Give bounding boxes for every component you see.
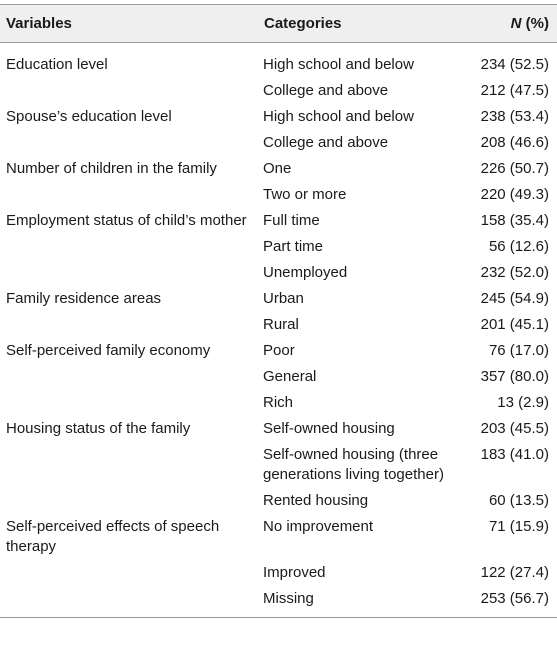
count-percent-cell: 253 (56.7) <box>458 585 557 618</box>
header-n-label: N <box>510 14 522 32</box>
header-n-percent <box>458 5 557 43</box>
variable-cell: Number of children in the family <box>6 160 217 177</box>
category-cell: Full time <box>263 212 320 229</box>
category-cell: Rural <box>263 316 299 333</box>
table-row <box>0 585 557 618</box>
table-row <box>0 129 557 155</box>
table-row <box>0 559 557 585</box>
table-row <box>0 363 557 389</box>
variable-cell: Self-perceived effects of speech therapy <box>6 518 220 555</box>
table-row <box>0 441 557 487</box>
category-cell: Rented housing <box>263 492 369 509</box>
count-percent-cell: 226 (50.7) <box>480 160 549 177</box>
count-percent-cell: 234 (52.5) <box>480 56 549 73</box>
table-row <box>0 311 557 337</box>
category-cell: High school and below <box>263 108 414 125</box>
variable-cell <box>0 233 258 259</box>
count-percent-cell: 212 (47.5) <box>480 82 549 99</box>
count-percent-cell: 220 (49.3) <box>480 186 549 203</box>
count-percent-cell: 232 (52.0) <box>480 264 549 281</box>
category-cell: General <box>263 368 317 385</box>
variable-cell <box>0 311 258 337</box>
variable-cell: Spouse’s education level <box>6 108 172 125</box>
variable-cell: Employment status of child’s mother <box>6 212 247 229</box>
category-cell: Two or more <box>263 186 347 203</box>
category-cell: Rich <box>263 394 294 411</box>
variable-cell <box>0 181 258 207</box>
variable-cell <box>0 487 258 513</box>
variable-cell: Education level <box>6 56 108 73</box>
count-percent-cell: 60 (13.5) <box>488 492 549 509</box>
category-cell: Part time <box>263 238 324 255</box>
table-row <box>0 389 557 415</box>
category-cell: No improvement <box>263 518 374 535</box>
count-percent-cell: 203 (45.5) <box>480 420 549 437</box>
category-cell: Unemployed <box>263 264 348 281</box>
variable-cell <box>0 585 258 618</box>
variable-cell: Family residence areas <box>6 290 162 307</box>
category-cell: Self-owned housing (three generations living together) <box>263 446 444 483</box>
table-row <box>0 103 557 129</box>
variable-cell <box>0 559 258 585</box>
variable-cell <box>0 129 258 155</box>
category-cell: College and above <box>263 82 389 99</box>
header-percent-label: (%) <box>521 14 549 32</box>
count-percent-cell: 76 (17.0) <box>488 342 549 359</box>
category-cell: Urban <box>263 290 304 307</box>
count-percent-cell: 56 (12.6) <box>488 238 549 255</box>
variable-cell <box>0 441 258 487</box>
variable-cell <box>0 389 258 415</box>
table-row <box>0 233 557 259</box>
count-percent-cell: 13 (2.9) <box>497 394 549 411</box>
table-row <box>0 259 557 285</box>
table-row <box>0 285 557 311</box>
category-cell: Missing <box>258 585 458 618</box>
category-cell: One <box>263 160 292 177</box>
category-cell: College and above <box>263 134 389 151</box>
table-body <box>0 43 557 618</box>
count-percent-cell: 357 (80.0) <box>480 368 549 385</box>
demographics-table <box>0 4 557 618</box>
table-row <box>0 181 557 207</box>
category-cell: Improved <box>263 564 326 581</box>
count-percent-cell: 122 (27.4) <box>480 564 549 581</box>
table-row <box>0 155 557 181</box>
count-percent-cell: 183 (41.0) <box>480 446 549 463</box>
category-cell: Self-owned housing <box>263 420 395 437</box>
table-row <box>0 207 557 233</box>
table-row <box>0 43 557 78</box>
header-categories: Categories <box>258 5 458 43</box>
count-percent-cell: 208 (46.6) <box>480 134 549 151</box>
category-cell: Poor <box>263 342 295 359</box>
table-row <box>0 415 557 441</box>
variable-cell <box>0 259 258 285</box>
count-percent-cell: 158 (35.4) <box>480 212 549 229</box>
header-variables: Variables <box>0 5 258 43</box>
category-cell: High school and below <box>263 56 414 73</box>
table-row <box>0 513 557 559</box>
count-percent-cell: 238 (53.4) <box>480 108 549 125</box>
table-row <box>0 77 557 103</box>
table-row <box>0 337 557 363</box>
variable-cell: Housing status of the family <box>6 420 191 437</box>
count-percent-cell: 245 (54.9) <box>480 290 549 307</box>
count-percent-cell: 71 (15.9) <box>488 518 549 535</box>
count-percent-cell: 201 (45.1) <box>480 316 549 333</box>
variable-cell: Self-perceived family economy <box>6 342 211 359</box>
variable-cell <box>0 363 258 389</box>
table-row <box>0 487 557 513</box>
variable-cell <box>0 77 258 103</box>
table-header-row <box>0 5 557 43</box>
